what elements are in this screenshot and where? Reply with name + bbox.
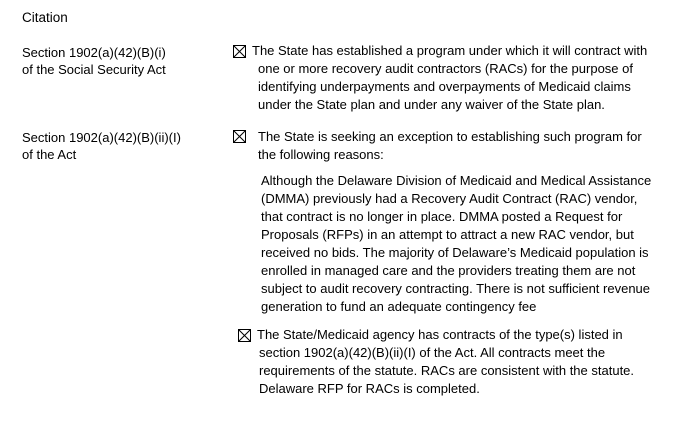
citation-line: Section 1902(a)(42)(B)(i) [22,45,166,60]
reason-line: Proposals (RFPs) in an attempt to attract a new RAC vendor, but [261,227,634,242]
reason-line: generation to fund an adequate contingency fee [261,299,537,314]
reason-line: (DMMA) previously had a Recovery Audit Contract (RAC) vendor, [261,191,638,206]
reason-line: that contract is no longer in place. DMMA posted a Request for [261,209,623,224]
text-line: Delaware RFP for RACs is completed. [259,381,480,396]
citation-section-2 [22,129,222,163]
text-line: requirements of the statute. RACs are consistent with the statute. [259,363,635,378]
citation-line: of the Social Security Act [22,62,166,77]
citation-heading: Citation [22,10,68,25]
text-line: one or more recovery audit contractors (RACs) for the purpose of [258,61,633,76]
checkmark-x-icon [239,330,250,341]
program-established-text [252,42,647,114]
text-line: The State has established a program under which it will contract with [252,43,648,58]
contracts-text [257,326,634,398]
reason-line: received no bids. The majority of Delaware’s Medicaid population is [261,245,649,260]
text-line: identifying underpayments and overpayments of Medicaid claims [258,79,631,94]
text-line: The State is seeking an exception to establishing such program for [258,129,642,144]
checkbox-program-established[interactable] [233,45,246,58]
citation-section-1 [22,44,222,78]
reason-line: enrolled in managed care and the providers treating them are not [261,263,636,278]
checkbox-exception[interactable] [233,130,246,143]
text-line: The State/Medicaid agency has contracts of the type(s) listed in [257,327,623,342]
exception-reasons [261,172,651,316]
text-line: section 1902(a)(42)(B)(ii)(I) of the Act. All contracts meet the [259,345,606,360]
reason-line: subject to audit recovery contracting. There is not sufficient revenue [261,281,651,296]
citation-line: Section 1902(a)(42)(B)(ii)(I) [22,130,181,145]
reason-line: Although the Delaware Division of Medicaid and Medical Assistance [261,173,652,188]
text-line: the following reasons: [258,147,384,162]
text-line: under the State plan and under any waiver of the State plan. [258,97,605,112]
citation-line: of the Act [22,147,77,162]
checkmark-x-icon [234,46,245,57]
checkmark-x-icon [234,131,245,142]
exception-text [258,128,642,164]
checkbox-contracts[interactable] [238,329,251,342]
